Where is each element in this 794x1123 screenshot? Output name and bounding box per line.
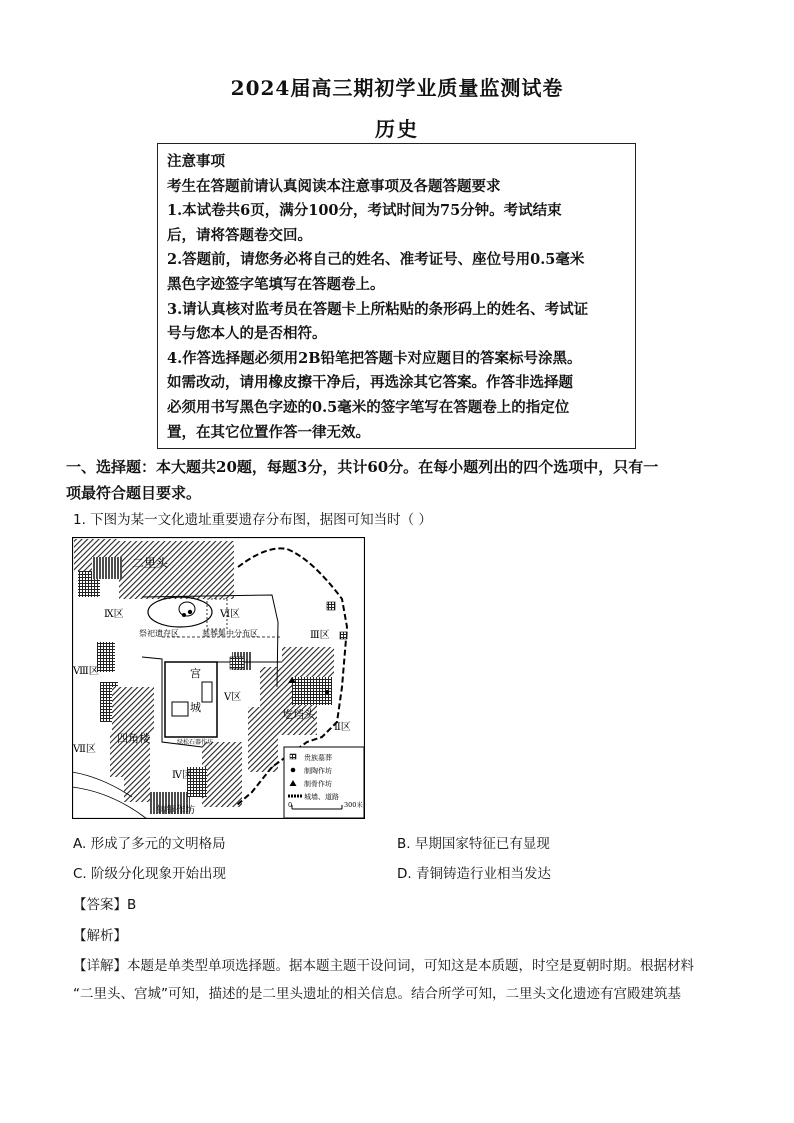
map-label-zone: Ⅶ区 — [73, 744, 96, 755]
notice-line: 1.本试卷共6页，满分100分，考试时间为75分钟。考试结束 — [167, 202, 562, 220]
map-area-block — [248, 707, 278, 772]
scale-end: 300米 — [344, 801, 363, 809]
answer-label: 【答案】B — [73, 897, 137, 913]
map-label-palace: 城 — [190, 701, 201, 714]
legend-label: 制陶作坊 — [304, 767, 332, 775]
scale-zero: 0 — [288, 801, 293, 809]
notice-line: 号与您本人的是否相符。 — [167, 325, 327, 343]
noble-tombs-icon — [290, 754, 296, 759]
option-a: A. 形成了多元的文明格局 — [73, 836, 226, 852]
detail-line: 【详解】本题是单类型单项选择题。据本题主题干设问词，可知这是本质题，时空是夏朝时期。根据材料 — [73, 958, 694, 974]
legend-label: 贵族墓葬 — [304, 754, 332, 762]
map-label-zone: Ⅵ区 — [220, 609, 241, 620]
map-label-site3: 四角楼 — [117, 732, 150, 745]
notice-line: 置，在其它位置作答一律无效。 — [167, 423, 370, 441]
map-area-block — [112, 687, 154, 732]
map-label-site: 二里头 — [132, 556, 169, 570]
notice-line: 4.作答选择题必须用2B铅笔把答题卡对应题目的答案标号涂黑。 — [167, 349, 582, 367]
notice-heading: 注意事项 — [167, 153, 225, 170]
map-area-block — [124, 777, 150, 802]
pottery-icon — [291, 768, 296, 773]
map-label-bronze: 铸铜作坊 — [157, 805, 196, 816]
map-label-zone: Ⅱ区 — [334, 722, 351, 733]
legend-label: 制骨作坊 — [304, 780, 332, 788]
map-label-zone: Ⅷ区 — [73, 666, 99, 677]
section-line-1: 一、选择题：本大题共20题，每题3分，共计60分。在每小题列出的四个选项中，只有一 — [66, 458, 659, 476]
option-d: D. 青铜铸造行业相当发达 — [397, 866, 551, 882]
notice-line: 后，请将答题卷交回。 — [167, 226, 312, 244]
notice-line: 考生在答题前请认真阅读本注意事项及各题答题要求 — [167, 177, 501, 195]
option-c: C. 阶级分化现象开始出现 — [73, 866, 227, 882]
notice-line: 2.答题前，请您务必将自己的姓名、准考证号、座位号用0.5毫米 — [167, 251, 585, 269]
detail-line: “二里头、宫城”可知，描述的是二里头遗址的相关信息。结合所学可知，二里头文化遗迹有宫殿建筑基 — [73, 986, 681, 1002]
map-label-zone: Ⅲ区 — [310, 630, 330, 641]
notice-box — [157, 143, 636, 449]
section-heading — [66, 454, 726, 506]
site-distribution-map — [72, 537, 365, 819]
map-area-block — [202, 742, 242, 807]
option-b: B. 早期国家特征已有显现 — [397, 836, 550, 852]
detail-paragraph — [73, 952, 733, 1008]
map-area-block — [92, 557, 122, 579]
notice-line: 3.请认真核对监考员在答题卡上所粘贴的条形码上的姓名、考试证 — [167, 300, 589, 318]
map-label-turquoise: 绿松石器作坊 — [177, 739, 214, 746]
map-label-zone: Ⅸ区 — [104, 609, 124, 620]
notice-line: 必须用书写黑色字迹的0.5毫米的签字笔写在答题卷上的指定位 — [167, 398, 570, 416]
notice-line: 如需改动，请用橡皮擦干净后，再选涂其它答案。作答非选择题 — [167, 374, 573, 392]
map-area-block — [97, 642, 115, 672]
subject-title: 历史 — [375, 117, 419, 141]
map-label-site2: 圪垱头 — [282, 708, 315, 721]
map-label-zone: Ⅴ区 — [224, 692, 242, 703]
question-stem: 1. 下图为某一文化遗址重要遗存分布图，据图可知当时（ ） — [73, 512, 432, 528]
map-area-block — [119, 541, 234, 599]
notice-line: 黑色字迹签字笔填写在答题卷上。 — [167, 275, 385, 293]
analysis-label: 【解析】 — [73, 928, 127, 944]
exam-title: 2024届高三期初学业质量监测试卷 — [230, 76, 564, 100]
legend-label: 城墙、道路 — [304, 793, 339, 801]
map-label-palace: 宫 — [190, 667, 201, 680]
map-label-zone: Ⅳ区 — [172, 770, 192, 781]
map-label-tombs: 墓葬集中分布区 — [202, 629, 258, 638]
map-label-sacrifice: 祭祀遗存区 — [139, 629, 179, 638]
section-line-2: 项最符合题目要求。 — [66, 484, 202, 502]
